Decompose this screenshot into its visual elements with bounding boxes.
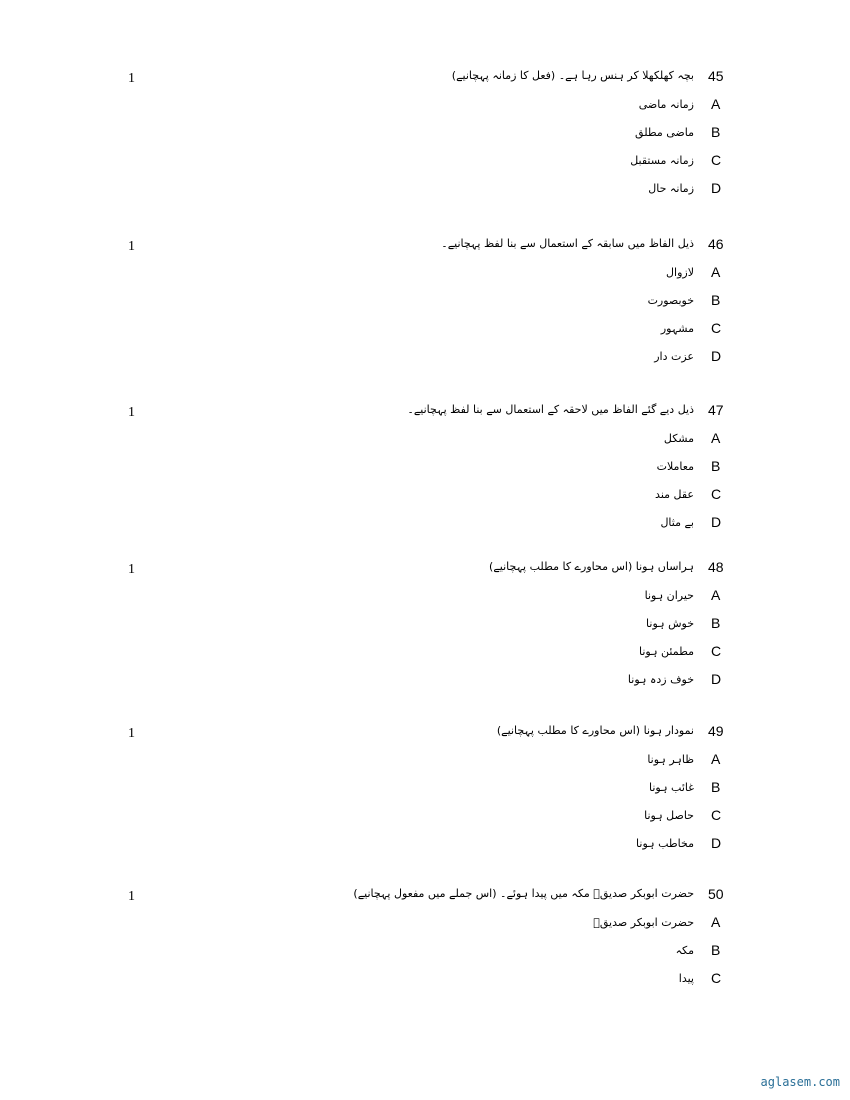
option-d: [0, 671, 850, 691]
option-text: مطمئن ہونا: [638, 645, 694, 658]
option-a: [0, 430, 850, 450]
option-letter: D: [711, 514, 722, 530]
option-a: [0, 914, 850, 934]
question-text: حضرت ابوبکر صدیقؓ مکہ میں پیدا ہوئے۔ (اس جملے میں مفعول پہچانیے): [353, 887, 694, 900]
question-text: بچہ کھلکھلا کر ہنس رہا ہے۔ (فعل کا زمانہ پہچانیے): [451, 69, 694, 82]
option-text: مخاطب ہونا: [636, 837, 694, 850]
question-number: 46: [708, 236, 724, 252]
option-text: ماضی مطلق: [635, 126, 694, 139]
option-text: حضرت ابوبکر صدیقؓ: [593, 916, 694, 929]
option-c: [0, 320, 850, 340]
option-text: زمانہ حال: [648, 182, 694, 195]
option-c: [0, 152, 850, 172]
question-text: ذیل دیے گئے الفاظ میں لاحقہ کے استعمال سے بنا لفظ پہچانیے۔: [407, 403, 694, 416]
option-d: [0, 180, 850, 200]
option-a: [0, 264, 850, 284]
option-letter: D: [711, 348, 722, 364]
question-text: ذیل الفاظ میں سابقہ کے استعمال سے بنا لفظ پہچانیے۔: [441, 237, 694, 250]
option-text: عقل مند: [655, 488, 694, 501]
option-letter: D: [711, 835, 722, 851]
question-marks: 1: [128, 726, 135, 741]
option-letter: C: [711, 152, 722, 168]
option-text: ظاہر ہونا: [647, 753, 694, 766]
option-text: خوف زدہ ہونا: [627, 673, 694, 686]
option-a: [0, 587, 850, 607]
option-a: [0, 751, 850, 771]
question-number: 50: [708, 886, 724, 902]
option-text: غائب ہونا: [648, 781, 694, 794]
option-letter: D: [711, 671, 722, 687]
site-watermark: aglasem.com: [760, 1075, 840, 1089]
option-letter: C: [711, 486, 722, 502]
option-b: [0, 292, 850, 312]
option-letter: C: [711, 807, 722, 823]
question-marks: 1: [128, 562, 135, 577]
option-text: پیدا: [678, 972, 694, 985]
option-text: زمانہ ماضی: [638, 98, 694, 111]
option-letter: C: [711, 970, 722, 986]
option-letter: A: [711, 587, 721, 603]
option-letter: A: [711, 430, 721, 446]
option-d: [0, 835, 850, 855]
option-text: مشہور: [660, 322, 694, 335]
option-letter: A: [711, 96, 721, 112]
option-c: [0, 486, 850, 506]
option-letter: B: [711, 458, 721, 474]
option-letter: B: [711, 615, 721, 631]
question-number: 49: [708, 723, 724, 739]
option-b: [0, 458, 850, 478]
option-letter: A: [711, 751, 721, 767]
option-b: [0, 942, 850, 962]
question-number: 45: [708, 68, 724, 84]
question-marks: 1: [128, 239, 135, 254]
option-letter: C: [711, 643, 722, 659]
option-text: حاصل ہونا: [644, 809, 694, 822]
option-text: خوش ہونا: [646, 617, 694, 630]
question-text: ہراساں ہونا (اس محاورے کا مطلب پہچانیے): [489, 560, 694, 573]
option-letter: B: [711, 779, 721, 795]
option-text: معاملات: [656, 460, 694, 473]
question-marks: 1: [128, 889, 135, 904]
option-text: زمانہ مستقبل: [630, 154, 694, 167]
option-letter: B: [711, 292, 721, 308]
option-text: مشکل: [663, 432, 694, 445]
option-text: عزت دار: [654, 350, 694, 363]
option-letter: A: [711, 914, 721, 930]
option-letter: B: [711, 124, 721, 140]
question-number: 48: [708, 559, 724, 575]
option-letter: C: [711, 320, 722, 336]
option-c: [0, 807, 850, 827]
option-c: [0, 970, 850, 990]
option-letter: D: [711, 180, 722, 196]
option-text: بے مثال: [660, 516, 694, 529]
option-b: [0, 615, 850, 635]
option-a: [0, 96, 850, 116]
option-text: مکہ: [675, 944, 694, 957]
option-text: حیران ہونا: [644, 589, 694, 602]
option-text: لازوال: [666, 266, 694, 279]
question-text: نمودار ہونا (اس محاورے کا مطلب پہچانیے): [496, 724, 694, 737]
option-c: [0, 643, 850, 663]
question-number: 47: [708, 402, 724, 418]
question-marks: 1: [128, 405, 135, 420]
option-text: خوبصورت: [647, 294, 694, 307]
question-marks: 1: [128, 71, 135, 86]
option-d: [0, 514, 850, 534]
option-b: [0, 124, 850, 144]
option-b: [0, 779, 850, 799]
option-d: [0, 348, 850, 368]
option-letter: A: [711, 264, 721, 280]
option-letter: B: [711, 942, 721, 958]
